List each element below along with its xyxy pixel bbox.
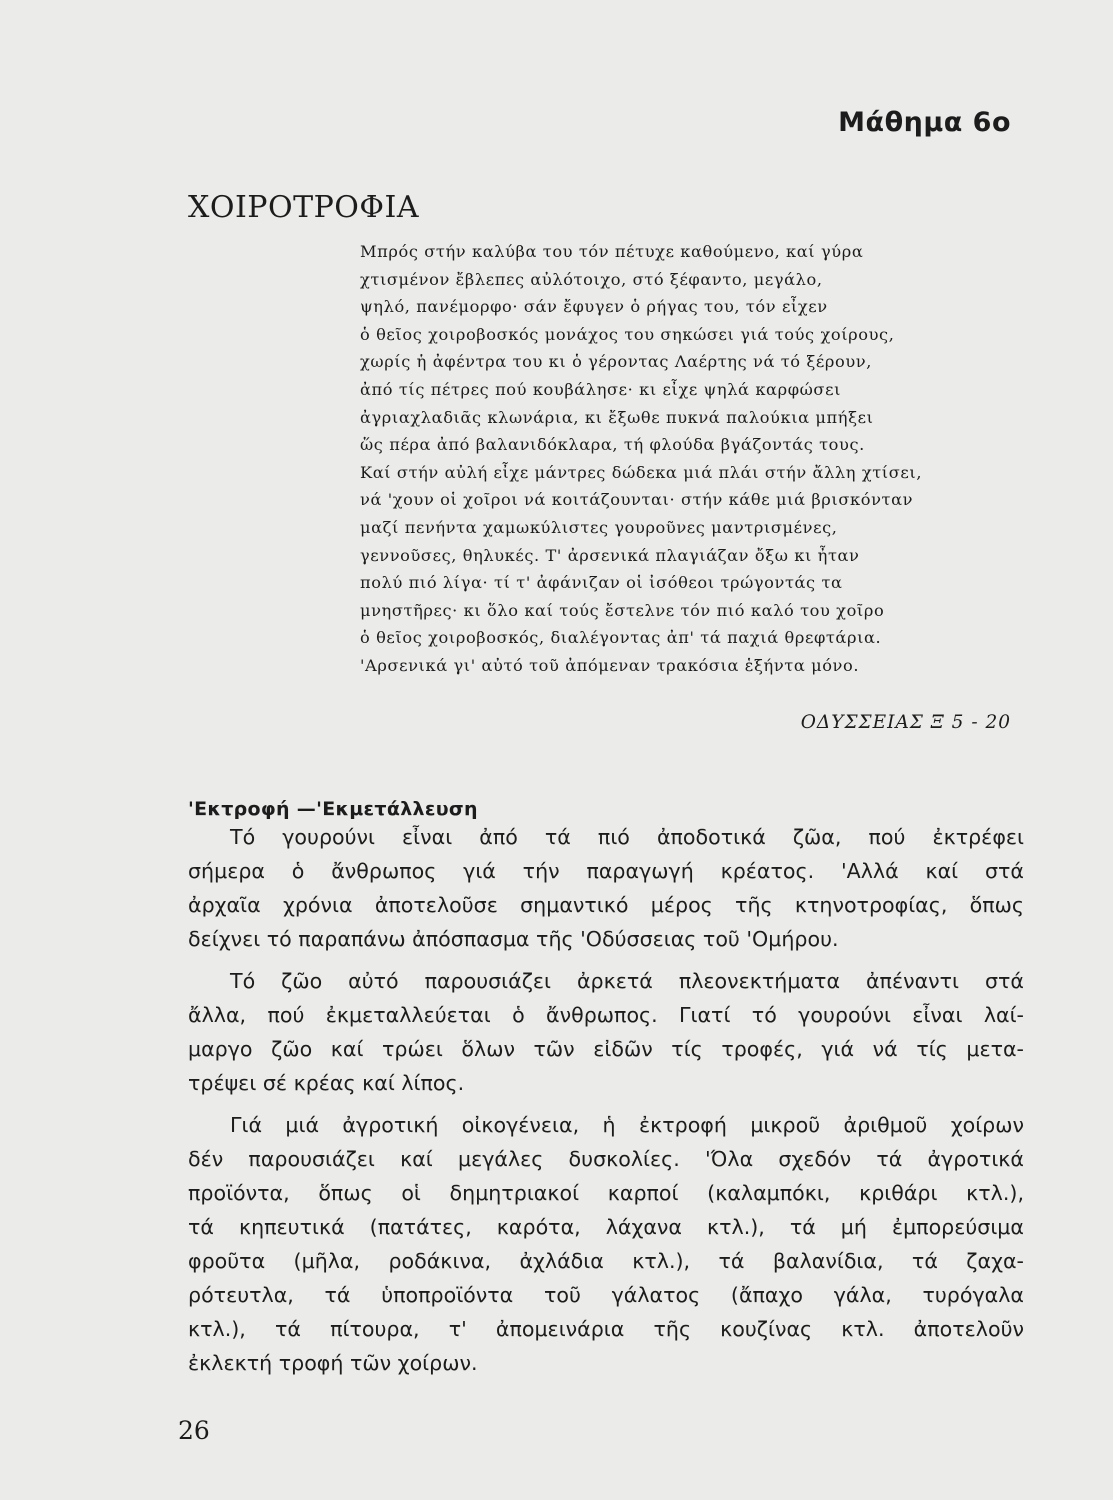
odyssey-excerpt [360, 238, 1020, 680]
excerpt-line: 'Αρσενικά γι' αὐτό τοῦ ἀπόμεναν τρακόσια ἑξήντα μόνο. [360, 655, 860, 675]
paragraph-line: τά κηπευτικά (πατάτες, καρότα, λάχανα κτλ.), τά μή ἐμπορεύσιμα [188, 1215, 1024, 1239]
excerpt-line: νά 'χουν οἱ χοῖροι νά κοιτάζουνται· στήν κάθε μιά βρισκόνταν [360, 490, 914, 510]
paragraph [188, 1108, 1024, 1380]
paragraph-line: ἄλλα, πού ἐκμεταλλεύεται ὁ ἄνθρωπος. Γιατί τό γουρούνι εἶναι λαί- [188, 1003, 1024, 1027]
excerpt-line: ὁ θεῖος χοιροβοσκός, διαλέγοντας ἀπ' τά παχιά θρεφτάρια. [360, 628, 882, 648]
excerpt-line: χτισμένον ἔβλεπες αὐλότοιχο, στό ξέφαντο, μεγάλο, [360, 269, 823, 289]
paragraph-line: σήμερα ὁ ἄνθρωπος γιά τήν παραγωγή κρέατος. 'Αλλά καί στά [188, 859, 1024, 883]
paragraph-line: Τό γουρούνι εἶναι ἀπό τά πιό ἀποδοτικά ζῶα, πού ἐκτρέφει [230, 825, 1024, 849]
excerpt-line: ὥς πέρα ἀπό βαλανιδόκλαρα, τή φλούδα βγάζοντάς τους. [360, 435, 865, 455]
excerpt-source: ΟΔΥΣΣΕΙΑΣ Ξ 5 - 20 [800, 712, 1011, 733]
paragraph [188, 820, 1024, 956]
excerpt-line: χωρίς ἡ ἀφέντρα του κι ὁ γέροντας Λαέρτης νά τό ξέρουν, [360, 352, 872, 372]
paragraph-line: τρέψει σέ κρέας καί λίπος. [188, 1071, 465, 1095]
excerpt-line: ὁ θεῖος χοιροβοσκός μονάχος του σηκώσει γιά τούς χοίρους, [360, 324, 895, 344]
paragraph-line: Γιά μιά ἀγροτική οἰκογένεια, ἡ ἐκτροφή μικροῦ ἀριθμοῦ χοίρων [230, 1113, 1024, 1137]
paragraph-line: δείχνει τό παραπάνω ἀπόσπασμα τῆς 'Οδύσσειας τοῦ 'Ομήρου. [188, 927, 839, 951]
excerpt-line: Μπρός στήν καλύβα του τόν πέτυχε καθούμενο, καί γύρα [360, 242, 864, 261]
page-title: ΧΟΙΡΟΤΡΟΦΙΑ [188, 190, 419, 226]
lesson-label: Μάθημα 6ο [838, 107, 1011, 138]
paragraph-line: Τό ζῶο αὐτό παρουσιάζει ἀρκετά πλεονεκτήματα ἀπέναντι στά [230, 969, 1024, 993]
paragraph-line: μαργο ζῶο καί τρώει ὅλων τῶν εἰδῶν τίς τροφές, γιά νά τίς μετα- [188, 1037, 1024, 1061]
excerpt-line: ἀγριαχλαδιᾶς κλωνάρια, κι ἔξωθε πυκνά παλούκια μπήξει [360, 407, 874, 427]
paragraph-line: φροῦτα (μῆλα, ροδάκινα, ἀχλάδια κτλ.), τά βαλανίδια, τά ζαχα- [188, 1249, 1024, 1273]
excerpt-line: μαζί πενήντα χαμωκύλιστες γουροῦνες μαντρισμένες, [360, 517, 838, 537]
excerpt-line: πολύ πιό λίγα· τί τ' ἀφάνιζαν οἱ ἰσόθεοι τρώγοντάς τα [360, 573, 843, 593]
excerpt-line: ἀπό τίς πέτρες πού κουβάλησε· κι εἶχε ψηλά καρφώσει [360, 379, 842, 399]
paragraph-line: ρότευτλα, τά ὑποπροϊόντα τοῦ γάλατος (ἄπαχο γάλα, τυρόγαλα [188, 1283, 1024, 1307]
excerpt-line: γεννοῦσες, θηλυκές. Τ' ἀρσενικά πλαγιάζαν ὄξω κι ἦταν [360, 545, 860, 565]
paragraph-line: κτλ.), τά πίτουρα, τ' ἀπομεινάρια τῆς κουζίνας κτλ. ἀποτελοῦν [188, 1317, 1024, 1341]
excerpt-line: μνηστῆρες· κι ὅλο καί τούς ἔστελνε τόν πιό καλό του χοῖρο [360, 600, 885, 620]
page-number: 26 [178, 1416, 210, 1445]
paragraph [188, 964, 1024, 1100]
body-text [188, 820, 1024, 1388]
paragraph-line: ἐκλεκτή τροφή τῶν χοίρων. [188, 1351, 478, 1375]
paragraph-line: ἀρχαῖα χρόνια ἀποτελοῦσε σημαντικό μέρος τῆς κτηνοτροφίας, ὅπως [188, 893, 1024, 917]
paragraph-line: προϊόντα, ὅπως οἱ δημητριακοί καρποί (καλαμπόκι, κριθάρι κτλ.), [188, 1181, 1024, 1205]
excerpt-line: Καί στήν αὐλή εἶχε μάντρες δώδεκα μιά πλάι στήν ἄλλη χτίσει, [360, 462, 923, 482]
excerpt-line: ψηλό, πανέμορφο· σάν ἔφυγεν ὁ ρήγας του, τόν εἶχεν [360, 297, 828, 317]
section-heading: 'Εκτροφή —'Εκμετάλλευση [188, 797, 478, 820]
paragraph-line: δέν παρουσιάζει καί μεγάλες δυσκολίες. 'Όλα σχεδόν τά ἀγροτικά [188, 1147, 1024, 1171]
